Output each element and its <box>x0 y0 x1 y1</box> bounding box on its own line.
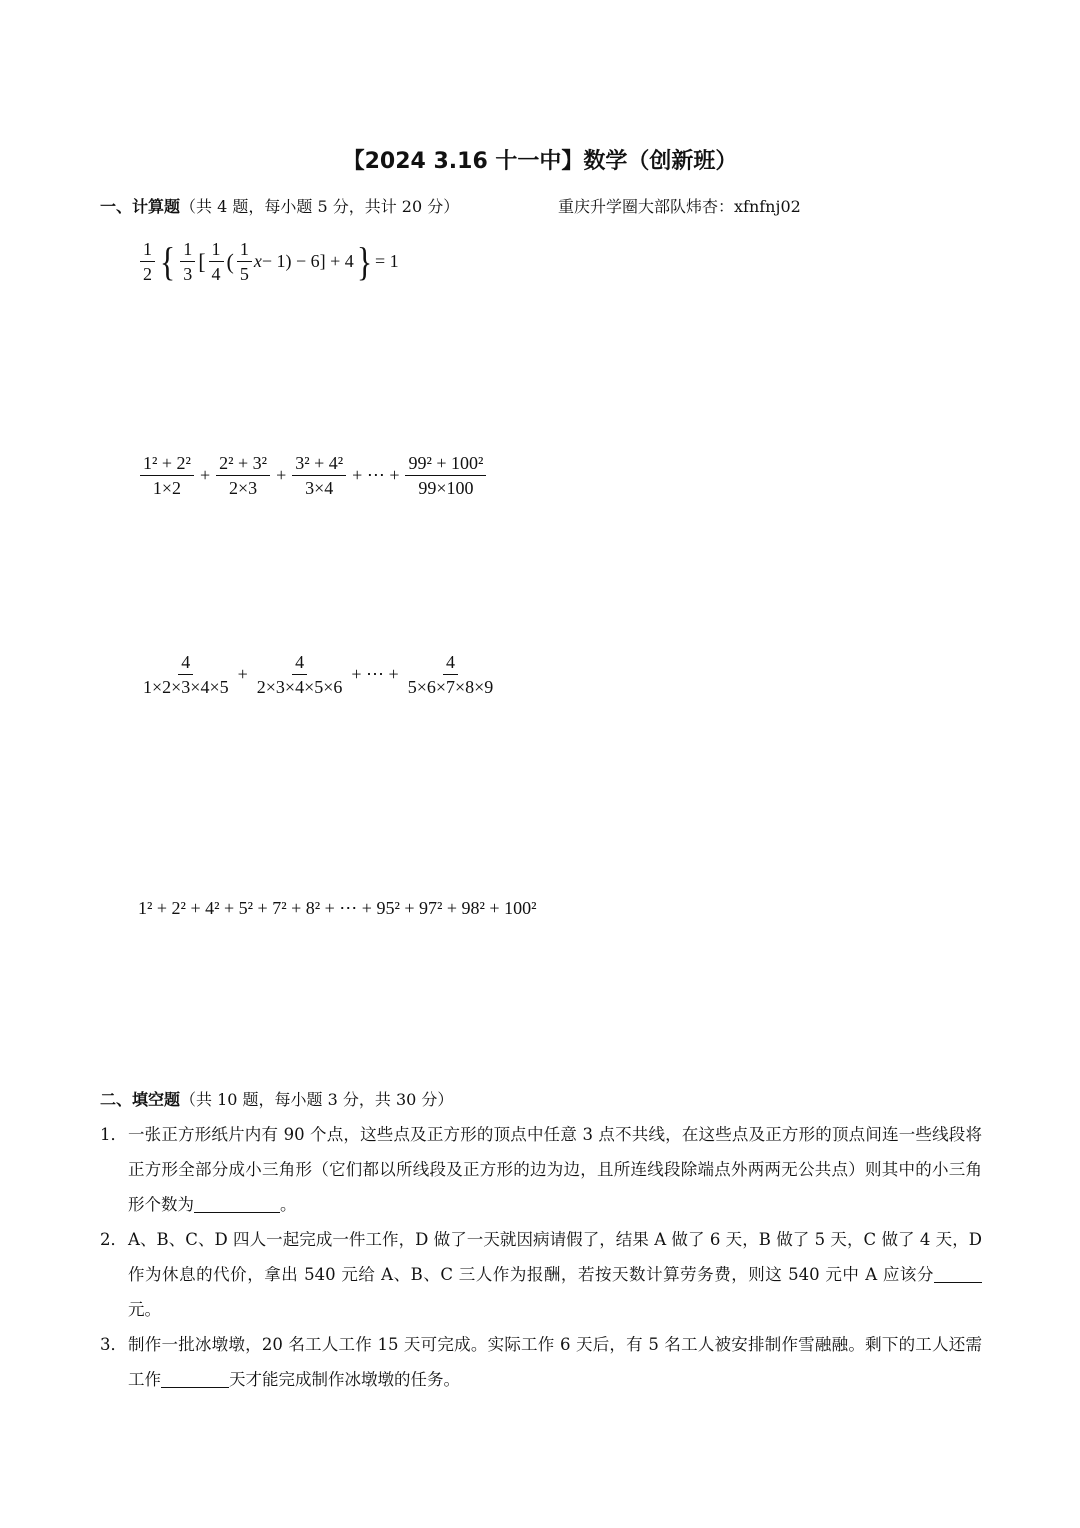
fraction-fifth: $\frac{1}{5}$ <box>237 240 252 284</box>
question-text: 制作一批冰墩墩，20 名工人工作 15 天可完成。实际工作 6 天后，有 5 名工人被安排制作雪融融。剩下的工人还需工作 <box>128 1335 982 1389</box>
term-1: $\frac{\text{1² + 2²}}{1\times 2}$ <box>140 454 194 498</box>
plus-sign: + <box>276 465 287 486</box>
fill-question-1 <box>100 1117 982 1222</box>
question-number: 3． <box>100 1335 127 1354</box>
page-title: 【2024 3.16 十一中】数学（创新班） <box>342 149 738 174</box>
section-2-heading: 二、填空题 <box>100 1090 181 1109</box>
variable-x: x <box>253 251 262 272</box>
question-text: A、B、C、D 四人一起完成一件工作，D 做了一天就因病请假了，结果 A 做了 6 天，B 做了 5 天，C 做了 4 天，D 作为休息的代价，拿出 540 元给 A、B、C 三人作为报酬，若按天数计算劳务费，则这 540 元中 A 应该分 <box>128 1230 982 1284</box>
left-bracket: [ <box>198 248 206 274</box>
fraction-third: $\frac{1}{3}$ <box>180 240 195 284</box>
plus-sign: + <box>199 465 211 486</box>
term-1: $\frac{4}{1\times 2\times 3\times 4\times 5}$ <box>143 652 229 697</box>
term-3: $\frac{\text{3² + 4²}}{3\times 4}$ <box>292 454 346 498</box>
question-end: 天才能完成制作冰墩墩的任务。 <box>229 1370 460 1389</box>
section-2-note: （共 10 题，每小题 3 分，共 30 分） <box>180 1090 454 1109</box>
answer-blank[interactable] <box>161 1371 229 1388</box>
section-1-header <box>100 194 459 217</box>
section-1-note: （共 4 题，每小题 5 分，共计 20 分） <box>180 197 460 216</box>
question-end: 。 <box>280 1195 297 1214</box>
right-brace: } <box>356 238 373 284</box>
left-paren: ( <box>226 248 234 274</box>
term-2: $\frac{4}{2\times 3\times 4\times 5\times 6}$ <box>256 652 343 697</box>
calc-problem-2 <box>138 454 488 498</box>
calc-problem-4: 1² + 2² + 4² + 5² + 7² + 8² + ⋯ + 95² + 97² + 98² + 100² <box>138 898 537 918</box>
contact-note: 重庆升学圈大部队炜杏：xfnfnj02 <box>558 197 801 216</box>
fraction-half: $\frac{1}{2}$ <box>140 240 155 284</box>
question-text: 一张正方形纸片内有 90 个点，这些点及正方形的顶点中任意 3 点不共线，在这些点及正方形的顶点间连一些线段将正方形全部分成小三角形（它们都以所线段及正方形的边为边，且所连线段除端点外两两无公共点）则其中的小三角形个数为 <box>128 1125 982 1214</box>
fill-question-3 <box>100 1327 982 1397</box>
plus-sign: + <box>237 664 248 685</box>
left-brace: { <box>159 238 176 284</box>
ellipsis: + ⋯ + <box>351 664 399 685</box>
section-1-heading: 一、计算题 <box>100 197 181 216</box>
answer-blank[interactable] <box>934 1266 982 1283</box>
term-last: $\frac{4}{5\times 6\times 7\times 8\times 9}$ <box>407 652 494 697</box>
fraction-quarter: $\frac{1}{4}$ <box>209 240 224 284</box>
term-2: $\frac{\text{2² + 3²}}{2\times 3}$ <box>216 454 270 498</box>
calc-problem-1 <box>138 240 399 284</box>
fill-question-2 <box>100 1222 982 1327</box>
question-number: 1． <box>100 1125 127 1144</box>
equation-rhs: = 1 <box>375 251 399 272</box>
expression-tail: − 1) − 6] + 4 <box>261 251 354 272</box>
question-end: 元。 <box>128 1300 161 1319</box>
calc-problem-3 <box>138 653 498 697</box>
term-last: $\frac{\text{99² + 100²}}{99\times 100}$ <box>405 454 486 498</box>
section-2-header <box>100 1087 453 1110</box>
ellipsis: + ⋯ + <box>352 465 400 486</box>
answer-blank[interactable] <box>194 1196 280 1213</box>
question-number: 2． <box>100 1230 127 1249</box>
